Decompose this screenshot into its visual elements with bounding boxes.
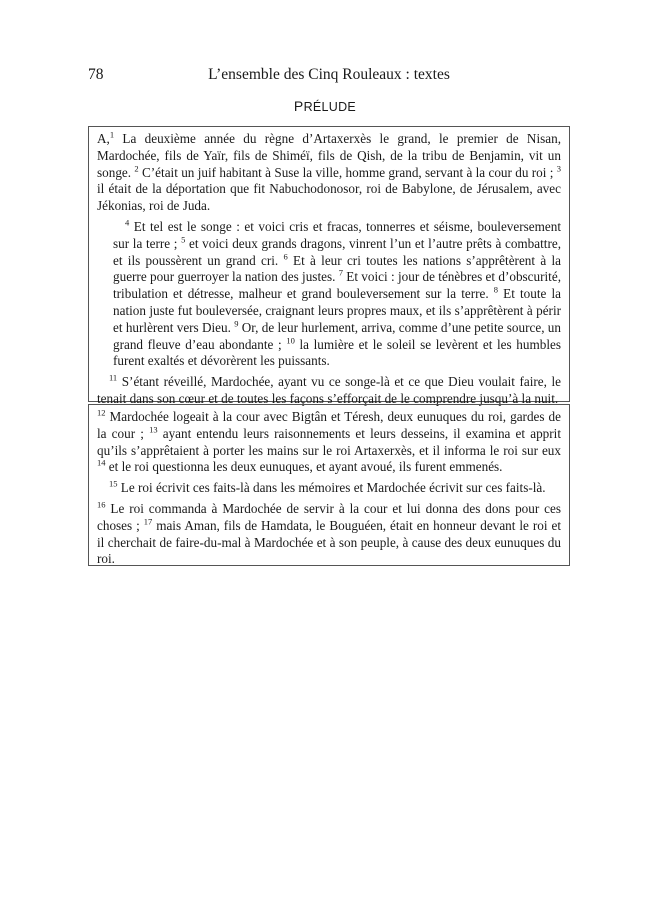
verse-number: 8	[493, 284, 499, 295]
verse-number: 9	[234, 318, 239, 329]
verse-number: 2	[134, 163, 139, 174]
verse-text: il était de la déportation que fit Nabuchodonosor, roi de Babylone, de Jérusalem, avec Jékonias, roi de Juda.	[97, 181, 561, 214]
verse-text: A,	[97, 131, 110, 146]
verse-number: 7	[338, 267, 343, 278]
section-title-rest: RÉLUDE	[303, 100, 357, 114]
verse-number: 5	[181, 234, 186, 245]
verse-text: Et voici : jour de ténèbres et d’obscurité, tribulation et détresse, malheur et grand bouleversement sur la terre.	[113, 269, 561, 302]
verse-number: 6	[283, 251, 288, 262]
verse-text: La deuxième année du règne d’Artaxerxès le grand, le premier de Nisan, Mardochée, fils de Yaïr, fils de Shiméï, fils de Qish, de la tribu de Benjamin, vit un songe.	[97, 131, 561, 180]
verse-number: 16	[97, 499, 106, 510]
verse-number: 3	[556, 163, 561, 174]
verse-text: ayant entendu leurs raisonnements et leurs desseins, il examina et apprit qu’ils s’apprêtaient à porter les mains sur le roi Artaxerxès, et il informa le roi sur eux	[97, 425, 561, 458]
text-box-dream	[88, 126, 570, 406]
verse-number: 17	[143, 516, 153, 527]
verse-text: Le roi commanda à Mardochée de servir à la cour et lui donna des dons pour ces choses ;	[97, 500, 561, 533]
verse-number: 12	[97, 407, 106, 418]
verse-text: C’était un juif habitant à Suse la ville, homme grand, servant à la cour du roi ;	[138, 164, 557, 180]
section-title-initial: P	[293, 98, 304, 114]
verse-text: Mardochée logeait à la cour avec Bigtân et Téresh, deux eunuques du roi, gardes de la cour ;	[97, 409, 561, 441]
verse-text: S’étant réveillé, Mardochée, ayant vu ce songe-là et ce que Dieu voulait faire, le tenait dans son cœur et de toutes les façons s’efforçait de le comprendre jusqu’à la nuit.	[97, 374, 561, 406]
verse-text: Or, de leur hurlement, arriva, comme d’une petite source, un grand fleuve d’eau abondante ;	[113, 319, 561, 352]
verse-number: 13	[149, 424, 158, 435]
verse-text: mais Aman, fils de Hamdata, le Bouguéen, était en honneur devant le roi et il cherchait de faire-du-mal à Mardochée et à son peuple, à cause des deux eunuques du roi.	[97, 517, 561, 567]
text-box-court	[88, 404, 570, 566]
verse-number: 4	[125, 217, 130, 228]
verse-text: et le roi questionna les deux eunuques, et ayant avoué, ils furent emmenés.	[105, 459, 503, 475]
running-title: L’ensemble des Cinq Rouleaux : textes	[208, 66, 450, 83]
verse-text: Et à leur cri toutes les nations s’apprêtèrent à la guerre pour guerroyer la nation des justes.	[113, 252, 561, 285]
verse-text: Et toute la nation juste fut bouleversée, craignant leurs propres maux, et ils s’apprêtèrent à périr et hurlèrent vers Dieu.	[113, 286, 562, 335]
paragraph	[97, 480, 561, 497]
paragraph	[97, 374, 561, 408]
verse-number: 15	[109, 478, 118, 489]
page-header	[88, 66, 570, 86]
paragraph	[97, 409, 561, 476]
page-number: 78	[88, 66, 104, 83]
verse-text: et voici deux grands dragons, vinrent l’un et l’autre prêts à combattre, et ils poussèrent un grand cri.	[113, 235, 562, 268]
verse-number: 14	[97, 458, 106, 468]
paragraph	[97, 501, 561, 568]
section-title	[0, 98, 650, 114]
paragraph-indented	[113, 219, 561, 370]
verse-text: Et tel est le songe : et voici cris et fracas, tonnerres et séisme, bouleversement sur la terre ;	[113, 218, 561, 251]
verse-number: 1	[109, 129, 115, 140]
verse-text: Le roi écrivit ces faits-là dans les mémoires et Mardochée écrivit sur ces faits-là.	[117, 480, 546, 496]
verse-number: 11	[109, 372, 118, 383]
paragraph	[97, 131, 561, 215]
verse-number: 10	[286, 335, 295, 346]
verse-text: la lumière et le soleil se levèrent et les humbles furent exaltés et dévorèrent les puissants.	[113, 336, 561, 369]
